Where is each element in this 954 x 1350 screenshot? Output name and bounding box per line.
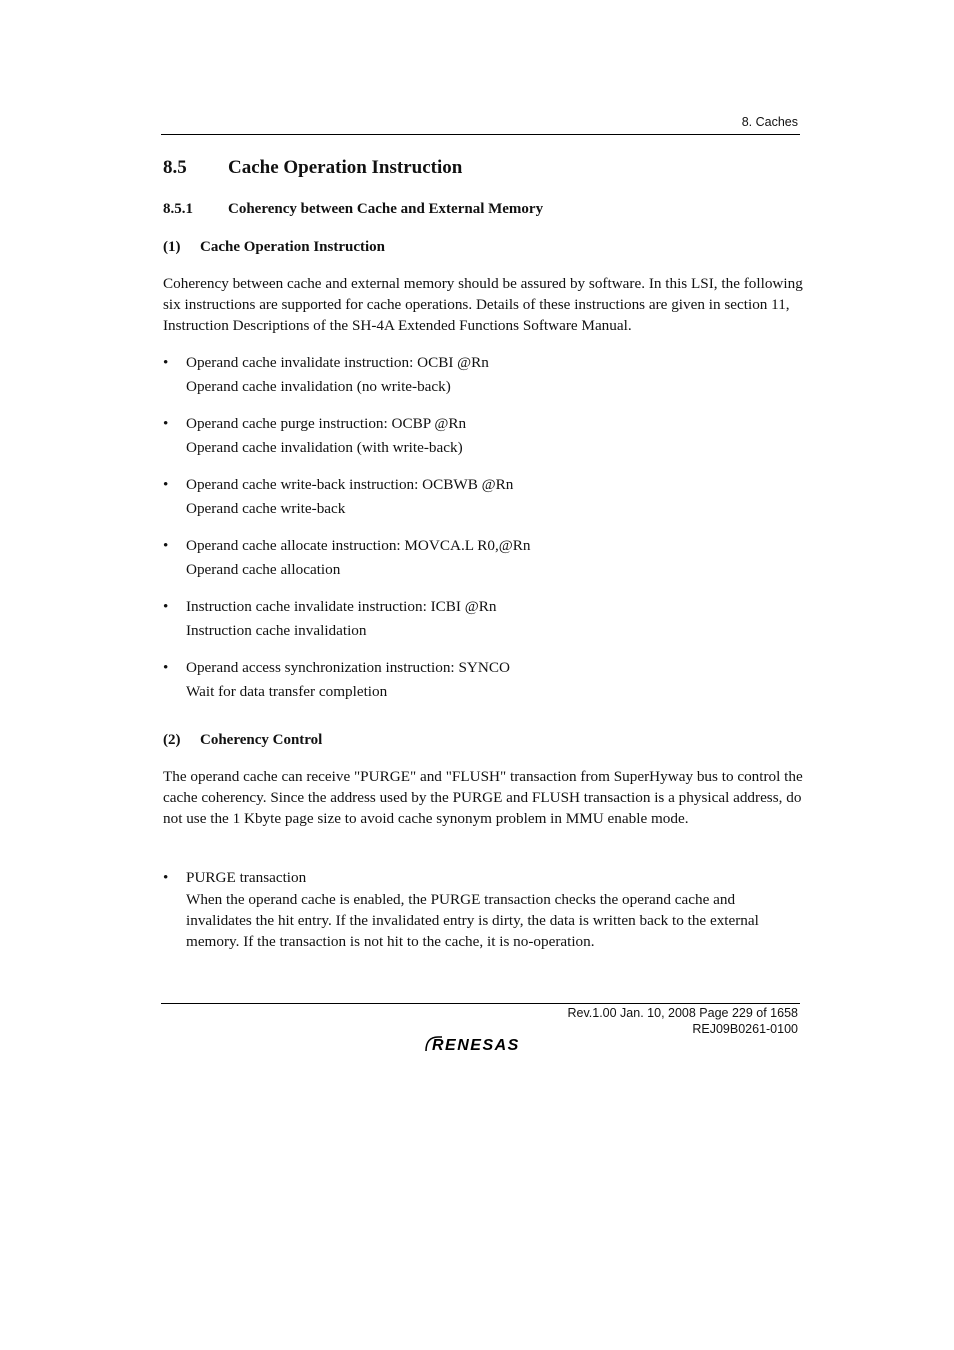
- part2-title: Coherency Control: [200, 732, 323, 748]
- bullet-description: Wait for data transfer completion: [186, 683, 388, 700]
- bullet-description: When the operand cache is enabled, the PURGE transaction checks the operand cache and invalidates the hit entry. If the invalidated entry is dirty, the data is written back to the external memory. If the transaction is not hit to the cache, it is no-operation.: [186, 891, 759, 950]
- renesas-logo: [422, 1034, 540, 1054]
- list-item: [163, 534, 803, 582]
- bullet-description: Operand cache write-back: [186, 500, 346, 517]
- bullet-instruction: Operand cache invalidate instruction: OCBI @Rn: [186, 354, 489, 371]
- document-number: REJ09B0261-0100: [692, 1022, 798, 1036]
- revision-info: Rev.1.00 Jan. 10, 2008 Page 229 of 1658: [567, 1006, 798, 1020]
- running-head: 8. Caches: [741, 115, 798, 129]
- bullet-icon: •: [163, 354, 169, 371]
- part1-heading: [163, 239, 385, 256]
- bullet-description: Instruction cache invalidation: [186, 622, 367, 639]
- bullet-instruction: Operand cache purge instruction: OCBP @Rn: [186, 415, 467, 432]
- list-item: [163, 412, 803, 460]
- bullet-icon: •: [163, 476, 169, 493]
- list-item: [163, 595, 803, 643]
- part2-intro: The operand cache can receive "PURGE" and "FLUSH" transaction from SuperHyway bus to control the cache coherency. Since the address used by the PURGE and FLUSH transaction is a physical address, do not use the 1 Kbyte page size to avoid cache synonym problem in MMU enable mode.: [163, 768, 803, 827]
- footer-rule: [161, 1003, 800, 1004]
- bullet-title: PURGE transaction: [186, 869, 307, 886]
- bullet-icon: •: [163, 598, 169, 615]
- list-item: [163, 473, 803, 521]
- bullet-icon: •: [163, 415, 169, 432]
- footer-info: [567, 1005, 798, 1037]
- part2-heading: [163, 732, 322, 749]
- list-item: [163, 656, 803, 704]
- section-number: 8.5: [163, 157, 187, 178]
- bullet-instruction: Operand cache allocate instruction: MOVCA.L R0,@Rn: [186, 537, 531, 554]
- part2-number: (2): [163, 732, 181, 748]
- part1-intro: Coherency between cache and external memory should be assured by software. In this LSI, the following six instructions are supported for cache operations. Details of these instructions are given in section 11, Instruction Descriptions of the SH-4A Extended Functions Software Manual.: [163, 275, 803, 334]
- section-heading: [163, 157, 462, 179]
- bullet-icon: •: [163, 869, 169, 886]
- bullet-instruction: Operand cache write-back instruction: OCBWB @Rn: [186, 476, 514, 493]
- logo-wordmark: RENESAS: [432, 1037, 520, 1054]
- bullet-instruction: Operand access synchronization instruction: SYNCO: [186, 659, 510, 676]
- header-rule: [161, 134, 800, 135]
- list-item: [163, 351, 803, 399]
- bullet-icon: •: [163, 537, 169, 554]
- bullet-description: Operand cache invalidation (with write-back): [186, 439, 463, 456]
- bullet-description: Operand cache allocation: [186, 561, 341, 578]
- section-title: Cache Operation Instruction: [228, 157, 463, 178]
- subsection-title: Coherency between Cache and External Memory: [228, 201, 544, 217]
- part1-number: (1): [163, 239, 181, 255]
- subsection-number: 8.5.1: [163, 201, 193, 217]
- bullet-icon: •: [163, 659, 169, 676]
- subsection-heading: [163, 201, 543, 218]
- bullet-description: Operand cache invalidation (no write-back): [186, 378, 451, 395]
- part1-title: Cache Operation Instruction: [200, 239, 385, 255]
- bullet-instruction: Instruction cache invalidate instruction: ICBI @Rn: [186, 598, 497, 615]
- list-item: [163, 866, 803, 952]
